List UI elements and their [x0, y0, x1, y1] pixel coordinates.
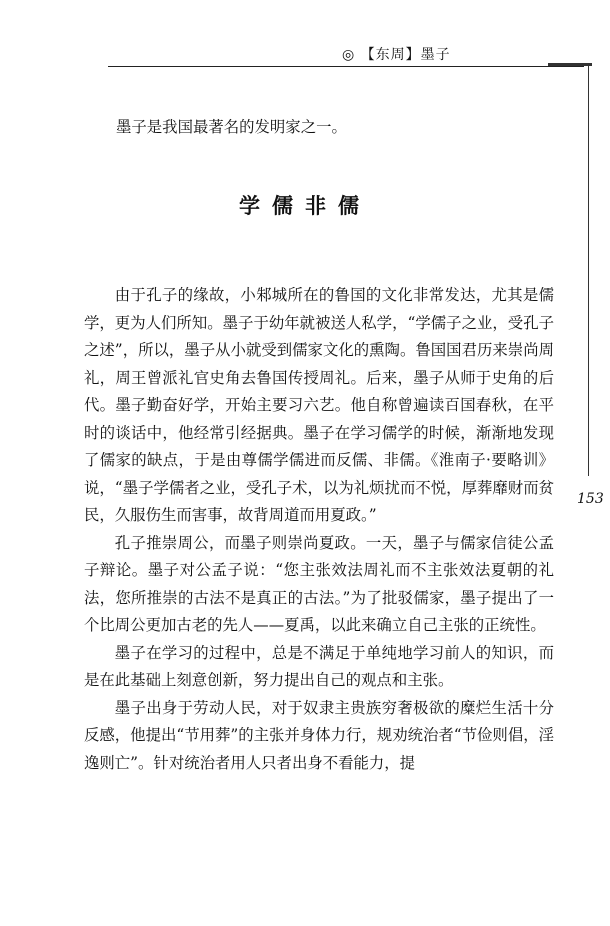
header-rule — [108, 66, 584, 67]
header-rule-accent — [548, 63, 592, 66]
page-number: 153 — [577, 491, 604, 507]
paragraph: 由于孔子的缘故，小邾城所在的鲁国的文化非常发达，尤其是儒学，更为人们所知。墨子于幼年就被送人私学，“学儒子之业，受孔子之述”，所以，墨子从小就受到儒家文化的熏陶。鲁国国君历来崇尚周礼，周王曾派礼官史角去鲁国传授周礼。后来，墨子从师于史角的后代。墨子勤奋好学，开始主要习六艺。他自称曾遍读百国春秋，在平时的谈话中，他经常引经据典。墨子在学习儒学的时候，渐渐地发现了儒家的缺点，于是由尊儒学儒进而反儒、非儒。《淮南子·要略训》说，“墨子学儒者之业，受孔子术，以为礼烦扰而不悦，厚葬靡财而贫民，久服伤生而害事，故背周道而用夏政。” — [84, 286, 554, 524]
paragraph: 孔子推崇周公，而墨子则崇尚夏政。一天，墨子与儒家信徒公孟子辩论。墨子对公孟子说：“您主张效法周礼而不主张效法夏朝的礼法，您所推崇的古法不是真正的古法。”为了批驳儒家，墨子提出了一个比周公更加古老的先人——夏禹，以此来确立自己主张的正统性。 — [84, 533, 554, 634]
running-header: ◎ 【东周】墨子 — [342, 47, 451, 63]
intro-line: 墨子是我国最著名的发明家之一。 — [116, 118, 347, 136]
section-title: 学儒非儒 — [239, 194, 371, 218]
section-body — [84, 282, 554, 777]
paragraph: 墨子出身于劳动人民，对于奴隶主贵族穷奢极欲的糜烂生活十分反感，他提出“节用葬”的主张并身体力行，规劝统治者“节俭则倡，淫逸则亡”。针对统治者用人只者出身不看能力，提 — [84, 698, 554, 772]
margin-rule — [588, 66, 589, 476]
paragraph: 墨子在学习的过程中，总是不满足于单纯地学习前人的知识，而是在此基础上刻意创新，努力提出自己的观点和主张。 — [84, 643, 554, 689]
